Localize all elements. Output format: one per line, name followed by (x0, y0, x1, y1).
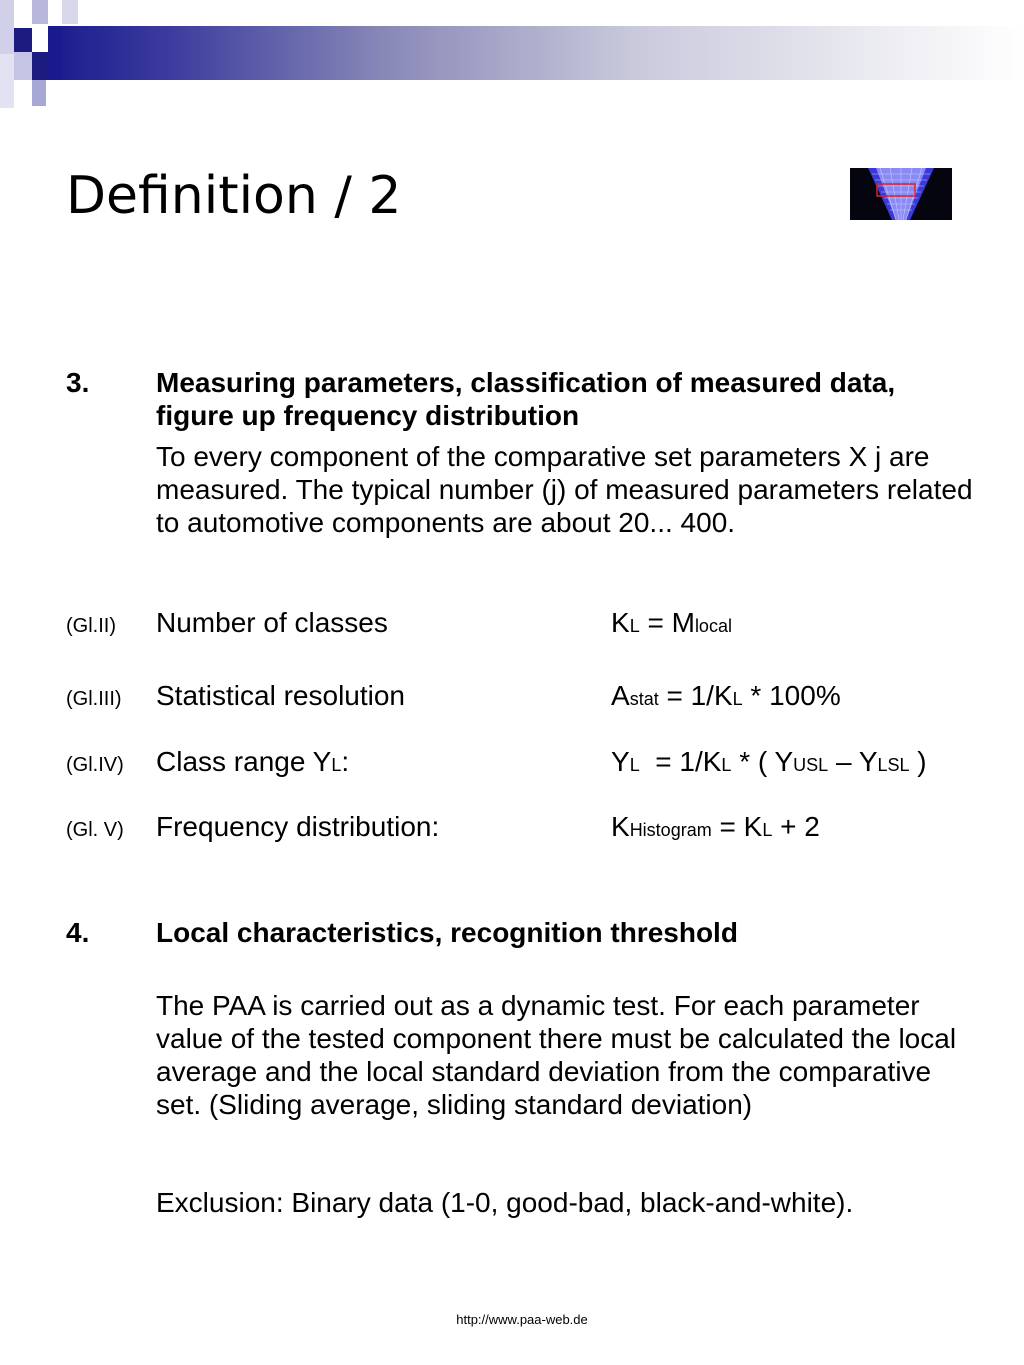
equation-label: Number of classes (156, 607, 388, 638)
gradient-bar (48, 26, 1024, 80)
banner-square (0, 54, 14, 108)
equation-tag: (Gl.III) (66, 688, 122, 710)
banner-square (32, 28, 48, 52)
banner-square (62, 0, 78, 24)
logo-image (850, 168, 952, 220)
section-paragraph: To every component of the comparative set parameters X j are measured. The typical number (j) of measured parameters related to automotive components are about 20... 400. (156, 441, 973, 538)
page-title: Definition / 2 (66, 166, 402, 226)
banner-square (32, 0, 48, 24)
banner-square (32, 52, 48, 80)
banner-square (0, 0, 14, 24)
section-number: 3. (66, 367, 90, 398)
equation-label: Frequency distribution: (156, 811, 440, 842)
equation-tag: (Gl. V) (66, 819, 124, 841)
section-heading: Measuring parameters, classification of measured data, figure up frequency distribution (156, 367, 896, 431)
banner-square (14, 0, 32, 24)
exclusion-note: Exclusion: Binary data (1-0, good-bad, black-and-white). (156, 1187, 854, 1218)
equation-formula: KL = Mlocal (611, 607, 732, 638)
banner-square (0, 24, 14, 54)
equation-formula: KHistogram = KL + 2 (611, 811, 820, 842)
footer-url: http://www.paa-web.de (456, 1312, 588, 1327)
equation-tag: (Gl.II) (66, 615, 116, 637)
header-banner (0, 0, 1024, 110)
equation-label: Statistical resolution (156, 680, 406, 711)
banner-square (14, 52, 32, 80)
banner-square (32, 80, 46, 106)
equation-formula: YL = 1/KL * ( YUSL – YLSL ) (611, 746, 927, 777)
equation-formula: Astat = 1/KL * 100% (611, 680, 841, 711)
banner-square (14, 28, 32, 52)
equation-tag: (Gl.IV) (66, 754, 124, 776)
section-heading: Local characteristics, recognition threshold (156, 917, 738, 948)
banner-square (48, 26, 62, 80)
equation-label: Class range YL: (156, 746, 350, 777)
section-paragraph: The PAA is carried out as a dynamic test. For each parameter value of the tested component there must be calculated the local average and the local standard deviation from the comparative set. (Sliding average, sliding standard deviation) (156, 990, 957, 1120)
section-number: 4. (66, 917, 90, 948)
